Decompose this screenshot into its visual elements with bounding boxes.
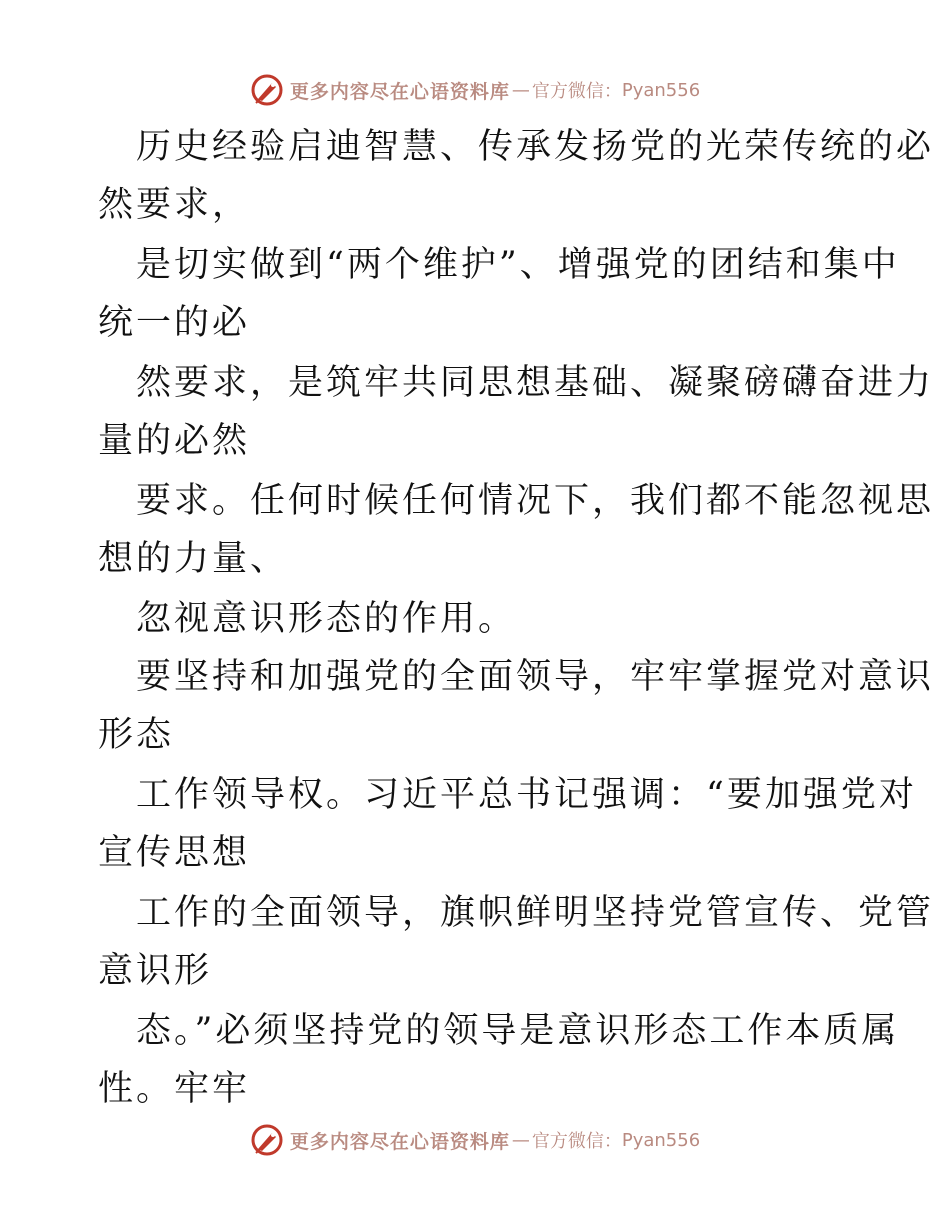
banner-contact-id: Pyan556: [621, 1129, 701, 1151]
banner-separator: —: [511, 79, 530, 101]
body-line-16: 态。”必须坚持党的领导是意识形态工作本质属: [136, 1011, 900, 1051]
banner-text: 更多内容尽在心语资料库: [289, 1130, 510, 1153]
body-line-3: 是切实做到“两个维护”、增强党的团结和集中: [136, 245, 900, 285]
banner-contact-label: 官方微信：: [531, 81, 622, 102]
body-line-4: 统一的必: [98, 303, 251, 343]
body-line-7: 要求。任何时候任何情况下，我们都不能忽视思: [136, 481, 935, 521]
pen-nib-logo-icon: [250, 73, 284, 107]
body-line-5: 然要求，是筑牢共同思想基础、凝聚磅礴奋进力: [136, 363, 935, 403]
banner-contact-label: 官方微信：: [531, 1131, 622, 1152]
header-banner: [0, 70, 950, 110]
body-line-13: 宣传思想: [98, 833, 251, 873]
body-line-14: 工作的全面领导，旗帜鲜明坚持党管宣传、党管: [136, 893, 935, 933]
body-line-11: 形态: [98, 715, 175, 755]
body-line-12: 工作领导权。习近平总书记强调：“要加强党对: [136, 775, 917, 815]
body-line-8: 想的力量、: [98, 539, 289, 579]
pen-nib-logo-icon: [250, 1123, 284, 1157]
banner-contact-id: Pyan556: [621, 79, 701, 101]
body-line-15: 意识形: [98, 951, 213, 991]
banner-text: 更多内容尽在心语资料库: [289, 80, 510, 103]
body-line-9: 忽视意识形态的作用。: [136, 599, 517, 639]
body-line-10: 要坚持和加强党的全面领导，牢牢掌握党对意识: [136, 657, 935, 697]
banner-separator: —: [511, 1129, 530, 1151]
body-line-2: 然要求，: [98, 185, 251, 225]
footer-banner: [0, 1120, 950, 1160]
body-line-1: 历史经验启迪智慧、传承发扬党的光荣传统的必: [136, 127, 935, 167]
body-line-17: 性。牢牢: [98, 1069, 251, 1109]
body-line-6: 量的必然: [98, 421, 251, 461]
